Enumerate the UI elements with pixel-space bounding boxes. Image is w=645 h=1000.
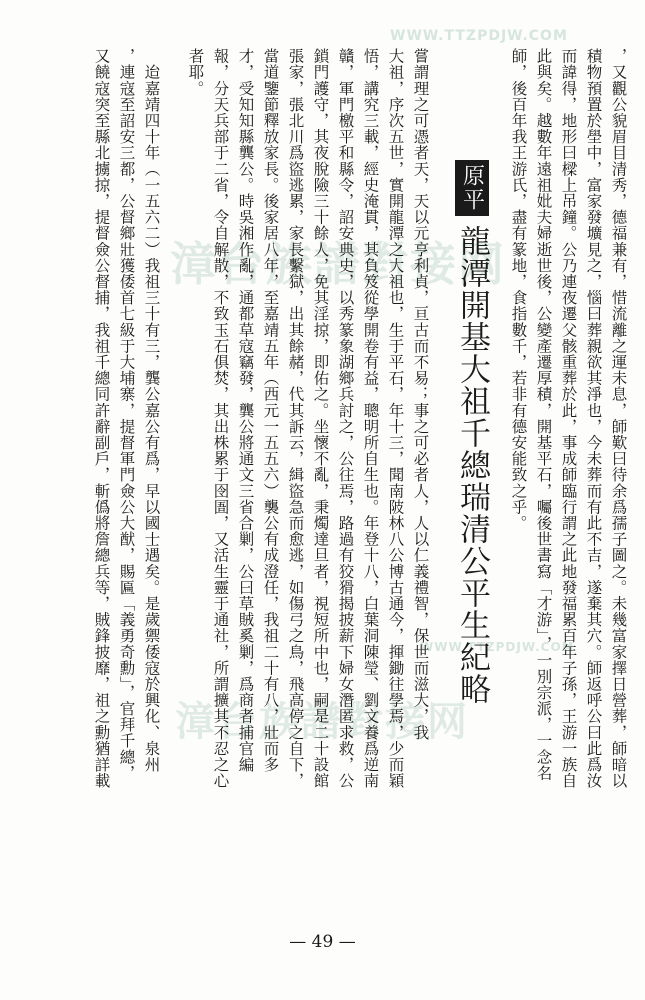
body-text-column-7: 當道鑒節釋放家長。後家居八年，至嘉靖五年（西元一五五六）襲公有成澄任，我祖二十有八，壯而多 xyxy=(261,48,280,773)
body-text-column-13: 又饒寇突至縣北擄掠，提督僉公督捕，我祖千總同許辭副戶，斬僞將詹總兵等，賊鋒披靡，祖之勳猶詳載 xyxy=(92,48,111,789)
prev-text-column-1: ，又觀公貌眉目清秀，德福兼有，惜流離之運未息，師歎曰待余爲孺子圖之。未幾富家擇日營葬，師暗以 xyxy=(609,48,628,789)
body-text-column-10: 者耶。 xyxy=(186,48,205,97)
section-badge: 原平 xyxy=(455,160,489,216)
body-text-column-2: 大祖，序次五世，實開龍潭之大祖也，生于平石，年十三，聞南陂林八公博古通今，揮鋤往學焉，少而穎 xyxy=(386,48,405,789)
body-text-column-3: 悟，講究三載，經史淹貫，其負笈從學開卷有益，聰明所自生也。年登十八，白葉洞陳瑩、劉文養爲逆南 xyxy=(361,48,380,789)
prev-text-column-5: 師，後百年我王游氏，盡有篆地，食指數千，若非有德安能致之乎。 xyxy=(509,48,528,531)
body-text-column-4: 贛，軍門檄平和縣令，詔安典史，以秀篆象湖鄉兵討之，公往焉，路過有狡猾揭披薪下婦女潛匿求救，公 xyxy=(336,48,355,789)
watermark-upper: 漳台族譜對接网 xyxy=(170,237,506,291)
prev-text-column-2: 積物預置於壆中，富家發壙見之，惱曰葬親欲其淨也，今未葬而有此不吉，遂棄其穴。師返呼公曰此爲汝 xyxy=(584,48,603,789)
watermark-lower: 漳台族譜對接网 xyxy=(175,699,469,745)
watermark-mid-url: WWW.TTZPDJW.COM xyxy=(420,640,575,654)
body-text-column-12: ，連寇至詔安三都，公督鄉壯獲倭首七級于大埔寨，提督軍門僉公大猷，賜匾「義勇奇勳」，官拜千總， xyxy=(117,48,136,781)
prev-text-column-4: 此與矣。越數年遠祖妣夫婦逝世後，公變產遷厚積，開基平石，囑後世書寫「才游」，一別宗派，一念名 xyxy=(534,48,553,781)
body-text-column-5: 鎖門護守，其夜脫險三十餘人，免其淫掠，即佑之。坐懷不亂，秉燭達旦者，視短所中也，嗣是二十設館 xyxy=(311,48,330,789)
body-text-column-1: 嘗謂理之可憑者天，天以元亨利貞，亘古而不易；事之可必者人，人以仁義禮智，保世而滋大，我 xyxy=(411,48,430,741)
page-number: — 49 — xyxy=(289,932,356,952)
body-text-column-6: 張家，張北川爲盜逃累，家長繫獄，出其餘赭，代其訴云，緝盜急而愈逃，如傷弓之鳥，飛高停之自下， xyxy=(286,48,305,789)
article-title: 龍潭開基大祖千總瑞清公平生紀略 xyxy=(454,225,490,705)
watermark-top-url: WWW.TTZPDJW.COM xyxy=(390,28,568,44)
body-text-column-8: 才，受知知縣龔公。時吳湘作亂，通都草寇竊發，龔公將通文三省合剿，公曰草賊奚剿，爲商者捕官編 xyxy=(236,48,255,773)
body-text-column-9: 報，分天兵部于二省，令自解散，不致玉石俱焚，其出株累于囹圄，又活生靈于通社，所謂擴其不忍之心 xyxy=(211,48,230,789)
prev-text-column-3: 而諱得，地形曰樑上吊鐘。公乃連夜遷父骸重葬於此，事成師臨行謂之此地發福累百年子孫，王游一族自 xyxy=(559,48,578,789)
body-text-column-11: 迨嘉靖四十年（一五六二）我祖三十有三，龔公嘉公有爲，早以國士遇矣。是歲禦倭寇於興化、泉州 xyxy=(142,48,161,773)
